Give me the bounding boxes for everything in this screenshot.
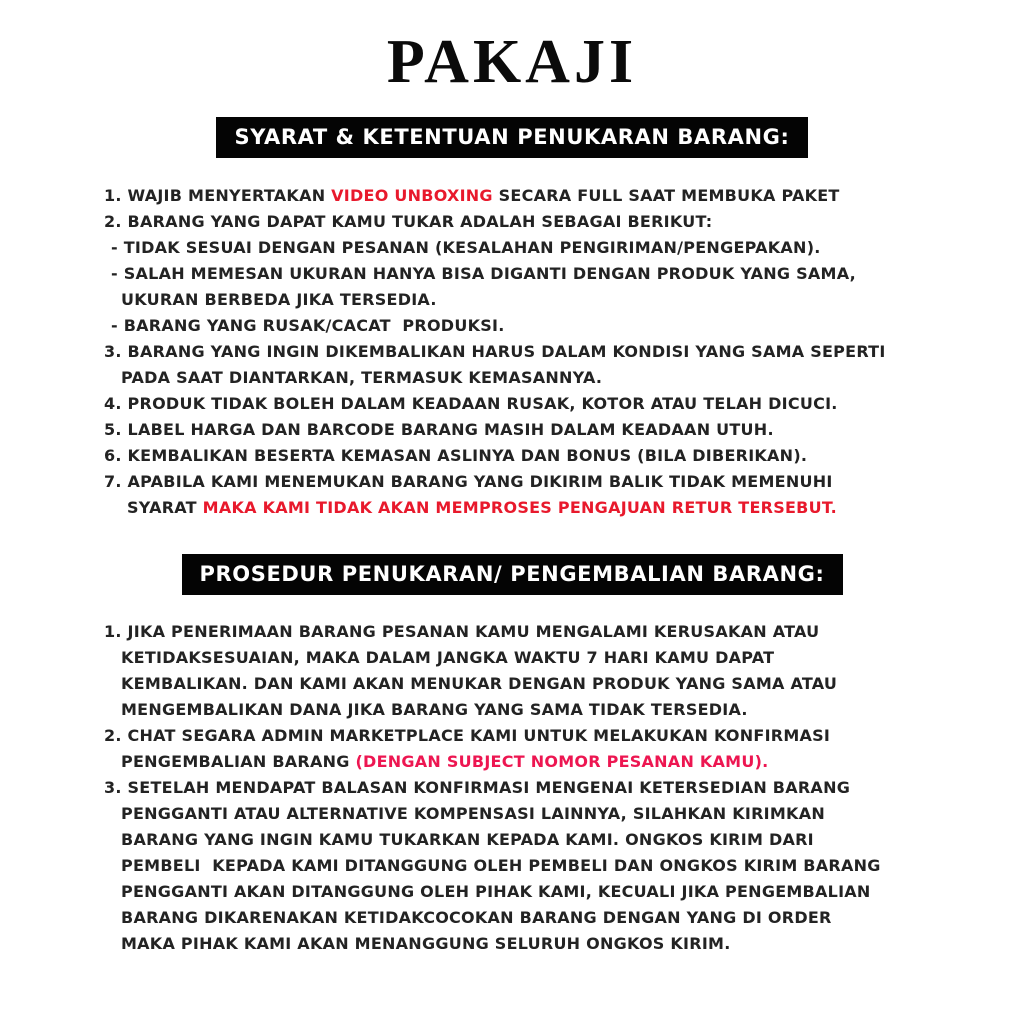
text-segment: 1. JIKA PENERIMAAN BARANG PESANAN KAMU MENGALAMI KERUSAKAN ATAU [104, 622, 820, 642]
text-segment: SECARA FULL SAAT MEMBUKA PAKET [492, 186, 840, 206]
text-segment: - SALAH MEMESAN UKURAN HANYA BISA DIGANTI DENGAN PRODUK YANG SAMA, [111, 264, 856, 284]
text-segment: 6. KEMBALIKAN BESERTA KEMASAN ASLINYA DAN BONUS (BILA DIBERIKAN). [104, 446, 808, 466]
text-line [104, 749, 969, 775]
text-line [104, 287, 969, 313]
highlighted-text: (DENGAN SUBJECT NOMOR PESANAN KAMU). [355, 752, 769, 772]
section-heading-row-prosedur [0, 554, 1024, 595]
text-line [104, 671, 969, 697]
text-segment: BARANG DIKARENAKAN KETIDAKCOCOKAN BARANG DENGAN YANG DI ORDER [121, 908, 832, 928]
text-line [104, 495, 969, 521]
text-line [104, 339, 969, 365]
text-line [104, 391, 969, 417]
section-heading-syarat [216, 117, 807, 158]
text-line [104, 645, 969, 671]
text-line [104, 443, 969, 469]
text-segment: 2. BARANG YANG DAPAT KAMU TUKAR ADALAH SEBAGAI BERIKUT: [104, 212, 713, 232]
text-segment: 7. APABILA KAMI MENEMUKAN BARANG YANG DIKIRIM BALIK TIDAK MEMENUHI [104, 472, 833, 492]
prosedur-steps-list [104, 619, 969, 957]
text-line [104, 261, 969, 287]
syarat-rules-list [104, 183, 969, 521]
highlighted-text: MAKA KAMI TIDAK AKAN MEMPROSES PENGAJUAN RETUR TERSEBUT. [202, 498, 837, 518]
text-line [104, 313, 969, 339]
text-segment: - BARANG YANG RUSAK/CACAT PRODUKSI. [111, 316, 505, 336]
text-line [104, 905, 969, 931]
text-line [104, 879, 969, 905]
text-segment: MENGEMBALIKAN DANA JIKA BARANG YANG SAMA TIDAK TERSEDIA. [121, 700, 748, 720]
highlighted-text: VIDEO UNBOXING [331, 186, 493, 206]
section-heading-syarat-text: SYARAT & KETENTUAN PENUKARAN BARANG: [234, 125, 790, 150]
text-segment: UKURAN BERBEDA JIKA TERSEDIA. [121, 290, 437, 310]
text-segment: 1. WAJIB MENYERTAKAN [104, 186, 332, 206]
text-segment: MAKA PIHAK KAMI AKAN MENANGGUNG SELURUH ONGKOS KIRIM. [121, 934, 731, 954]
text-segment: KEMBALIKAN. DAN KAMI AKAN MENUKAR DENGAN PRODUK YANG SAMA ATAU [121, 674, 838, 694]
text-segment: 5. LABEL HARGA DAN BARCODE BARANG MASIH DALAM KEADAAN UTUH. [104, 420, 774, 440]
text-segment: PENGEMBALIAN BARANG [121, 752, 356, 772]
text-segment: 4. PRODUK TIDAK BOLEH DALAM KEADAAN RUSAK, KOTOR ATAU TELAH DICUCI. [104, 394, 838, 414]
text-line [104, 801, 969, 827]
text-segment: 3. SETELAH MENDAPAT BALASAN KONFIRMASI MENGENAI KETERSEDIAN BARANG [104, 778, 851, 798]
text-segment: 2. CHAT SEGARA ADMIN MARKETPLACE KAMI UNTUK MELAKUKAN KONFIRMASI [104, 726, 831, 746]
text-line [104, 723, 969, 749]
text-segment: - TIDAK SESUAI DENGAN PESANAN (KESALAHAN PENGIRIMAN/PENGEPAKAN). [111, 238, 821, 258]
text-line [104, 827, 969, 853]
text-line [104, 619, 969, 645]
text-segment: KETIDAKSESUAIAN, MAKA DALAM JANGKA WAKTU 7 HARI KAMU DAPAT [121, 648, 775, 668]
text-segment: 3. BARANG YANG INGIN DIKEMBALIKAN HARUS DALAM KONDISI YANG SAMA SEPERTI [104, 342, 886, 362]
text-line [104, 697, 969, 723]
text-segment: SYARAT [127, 498, 203, 518]
section-heading-row-syarat [0, 117, 1024, 158]
text-line [104, 183, 969, 209]
text-segment: BARANG YANG INGIN KAMU TUKARKAN KEPADA KAMI. ONGKOS KIRIM DARI [121, 830, 814, 850]
text-segment: PEMBELI KEPADA KAMI DITANGGUNG OLEH PEMBELI DAN ONGKOS KIRIM BARANG [121, 856, 881, 876]
text-segment: PENGGANTI AKAN DITANGGUNG OLEH PIHAK KAMI, KECUALI JIKA PENGEMBALIAN [121, 882, 871, 902]
text-line [104, 209, 969, 235]
text-line [104, 853, 969, 879]
section-heading-prosedur-text: PROSEDUR PENUKARAN/ PENGEMBALIAN BARANG: [199, 562, 825, 587]
text-line [104, 235, 969, 261]
brand-logo: PAKAJI [386, 28, 638, 96]
text-segment: PADA SAAT DIANTARKAN, TERMASUK KEMASANNYA. [121, 368, 603, 388]
text-line [104, 365, 969, 391]
section-heading-prosedur [182, 554, 843, 595]
text-line [104, 931, 969, 957]
text-line [104, 417, 969, 443]
text-line [104, 775, 969, 801]
text-line [104, 469, 969, 495]
text-segment: PENGGANTI ATAU ALTERNATIVE KOMPENSASI LAINNYA, SILAHKAN KIRIMKAN [121, 804, 825, 824]
